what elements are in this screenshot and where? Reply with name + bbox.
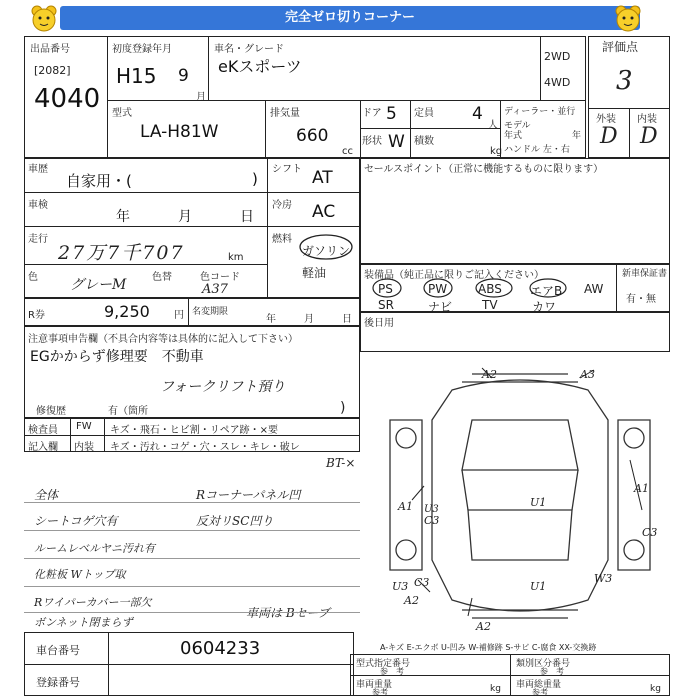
aircon-label: 冷房 (272, 200, 292, 211)
shape-label: 形状 (362, 136, 382, 147)
footer-model-sub: 参 考 (380, 667, 404, 676)
doors-label: ドア (362, 108, 382, 119)
aircon-value: AC (312, 202, 336, 222)
name-change-month: 月 (304, 314, 314, 325)
footer-gross-sub: 参考 (532, 688, 548, 697)
mark-c3-left: C3 (424, 514, 440, 527)
r-ticket-label: R券 (28, 310, 45, 321)
inspection-year: 年 (116, 209, 130, 225)
new-warranty-label: 新車保証書 (622, 269, 668, 279)
equip-pw: PW (428, 282, 448, 296)
equip-leather: カワ (532, 300, 557, 314)
color-code: A37 (202, 282, 228, 297)
displacement-label: 排気量 (270, 108, 300, 119)
dealer-year-unit: 年 (572, 131, 582, 141)
score-value: 3 (616, 66, 633, 96)
score-ext-label: 外装 (596, 114, 616, 125)
equip-abs: ABS (478, 282, 502, 296)
vehicle-no-value: 0604233 (180, 638, 261, 659)
mark-c3-bottom: C3 (414, 576, 430, 589)
footer-class-label: 類別区分番号 (516, 659, 571, 669)
repair-label: 修復歴 (36, 406, 66, 417)
load-unit: kg (490, 146, 503, 157)
displacement-unit: cc (342, 146, 353, 157)
name-change-year: 年 (266, 314, 276, 325)
mark-u3-left: U3 (424, 504, 439, 515)
shift-value: AT (312, 168, 333, 188)
lot-label: 出品番号 (30, 44, 70, 55)
notes-label: 注意事項申告欄（不具合内容等は具体的に記入して下さい） (28, 334, 298, 345)
check-row-prefix: FW (76, 421, 92, 432)
mark-w3-right: W3 (594, 572, 613, 585)
new-warranty-value: 有・無 (626, 294, 656, 305)
entry-row-prefix: 内装 (74, 442, 94, 453)
score-int-label: 内装 (637, 114, 657, 125)
mark-u1-center: U1 (530, 496, 547, 509)
footer-weight-sub: 参考 (372, 688, 388, 697)
repair-close: ) (340, 400, 346, 416)
diagram-legend: A-キズ E-エクボ U-凹み W-補修跡 S-サビ C-腐食 XX-交換跡 (380, 643, 597, 652)
footer-weight-label: 車両重量 (356, 680, 393, 690)
remark-rcorner: Rコーナーパネル凹 (196, 488, 301, 502)
check-row-label: 検査員 (28, 425, 58, 436)
history-label: 車歴 (28, 164, 48, 175)
footer-gross-label: 車両総重量 (516, 680, 562, 690)
shape-value: W (388, 132, 405, 152)
first-reg-era: H15 (116, 64, 157, 88)
dealer-model-label: モデル (504, 121, 531, 131)
mark-a1-right: A1 (634, 482, 649, 495)
color-label: 色 (28, 272, 38, 283)
name-change-label: 名変期限 (192, 307, 229, 317)
mark-c3-right: C3 (642, 526, 658, 539)
r-ticket-unit: 円 (174, 310, 184, 321)
after-install-label: 後日用 (364, 318, 394, 329)
remark-room: ルームレベルヤニ汚れ有 (34, 542, 155, 555)
dealer-label: ディーラー・並行 (504, 107, 576, 117)
color-change-label: 色替 (152, 272, 172, 283)
mark-a2-top: A2 (482, 368, 497, 381)
equip-navi: ナビ (428, 300, 453, 314)
mark-a3-top: A3 (580, 368, 595, 381)
entry-row-label: 記入欄 (28, 442, 58, 453)
shift-label: シフト (272, 164, 302, 175)
fuel-gas-circle (296, 232, 356, 262)
remark-zentai: 全体 (34, 488, 59, 502)
remark-bt: BT-× (326, 456, 356, 470)
check-row-text: キズ・飛石・ヒビ割・リペア跡・×要 (110, 425, 278, 436)
car-name-label: 車名・グレード (214, 44, 284, 55)
equipment-circles (370, 276, 610, 300)
mileage-unit: km (228, 252, 244, 263)
remark-sc: 反対リSC凹り (196, 514, 274, 528)
remark-panel: 化粧板 Wトップ取 (34, 568, 126, 581)
vehicle-no-label: 車台番号 (36, 644, 80, 657)
fuel-gas: ガソリン (302, 244, 351, 258)
capacity-unit: 人 (488, 120, 498, 131)
footer-weight-unit: kg (490, 684, 501, 694)
repair-value: 有（箇所 (108, 406, 148, 417)
load-label: 積数 (414, 136, 434, 147)
fuel-diesel: 軽油 (302, 266, 327, 280)
footer-class-sub: 参 考 (540, 667, 564, 676)
reg-no-label: 登録番号 (36, 676, 80, 689)
score-label: 評価点 (602, 40, 639, 54)
mark-a2-rear: A2 (404, 594, 419, 607)
after-install-box (360, 312, 670, 352)
mileage-value: 27万7千707 (58, 242, 185, 264)
name-change-day: 日 (342, 314, 352, 325)
first-reg-month: 9 (178, 66, 189, 86)
equip-tv: TV (482, 298, 498, 312)
mark-u1-rear: U1 (530, 580, 547, 593)
equipment-label: 装備品（純正品に限りご記入ください） (364, 270, 544, 281)
doors-value: 5 (386, 104, 397, 124)
equip-aw: AW (584, 282, 604, 296)
score-int-value: D (640, 124, 658, 149)
color-value: グレーM (70, 277, 127, 293)
inspection-month: 月 (178, 209, 192, 225)
mark-a2-bottom: A2 (476, 620, 491, 633)
dealer-handle: ハンドル 左・右 (504, 145, 570, 155)
mileage-label: 走行 (28, 234, 48, 245)
page-banner: 完全ゼロ切りコーナー (60, 6, 640, 30)
capacity-value: 4 (472, 104, 483, 124)
r-ticket-value: 9,250 (104, 302, 150, 321)
mark-u3-bottom: U3 (392, 580, 409, 593)
notes-handwritten: フォークリフト預り (160, 379, 286, 395)
equip-sr: SR (378, 298, 394, 312)
drive-4wd: 4WD (544, 76, 571, 89)
first-reg-month-unit: 月 (196, 92, 206, 103)
fuel-label: 燃料 (272, 234, 292, 245)
equip-airbag: エアB (530, 284, 563, 298)
model-value: LA-H81W (140, 122, 219, 142)
entry-row-text: キズ・汚れ・コゲ・穴・スレ・キレ・破レ (110, 442, 300, 453)
color-code-label: 色コード (200, 272, 240, 283)
remark-wiper: Rワイパーカバー一部欠 (34, 596, 152, 609)
first-reg-label: 初度登録年月 (112, 44, 172, 55)
bear-mascot-left-icon (28, 3, 60, 35)
remark-seat: シートコゲ穴有 (34, 514, 118, 528)
lot-number: 4040 (34, 84, 101, 114)
mark-a1-left: A1 (398, 500, 413, 513)
capacity-label: 定員 (414, 108, 434, 119)
remark-vehicle: 車両は Bセーブ (246, 606, 330, 620)
notes-line1: EGかからず修理要 不動車 (30, 349, 204, 365)
remark-bonnet: ボンネット閉まらず (34, 616, 133, 629)
model-label: 型式 (112, 108, 132, 119)
equip-ps: PS (378, 282, 393, 296)
lot-code: [2082] (34, 64, 71, 77)
inspection-label: 車検 (28, 200, 48, 211)
score-ext-value: D (600, 124, 618, 149)
history-value: 自家用・( (66, 172, 132, 190)
sales-point-label: セールスポイント（正常に機能するものに限ります） (364, 164, 604, 175)
inspection-day: 日 (240, 209, 254, 225)
displacement-value: 660 (296, 126, 329, 146)
footer-gross-unit: kg (650, 684, 661, 694)
car-name-value: eKスポーツ (218, 57, 302, 76)
dealer-year-label: 年式 (504, 131, 523, 141)
history-close: ) (252, 170, 258, 188)
bear-mascot-right-icon (612, 3, 644, 35)
drive-2wd: 2WD (544, 50, 571, 63)
footer-model-label: 型式指定番号 (356, 659, 411, 669)
